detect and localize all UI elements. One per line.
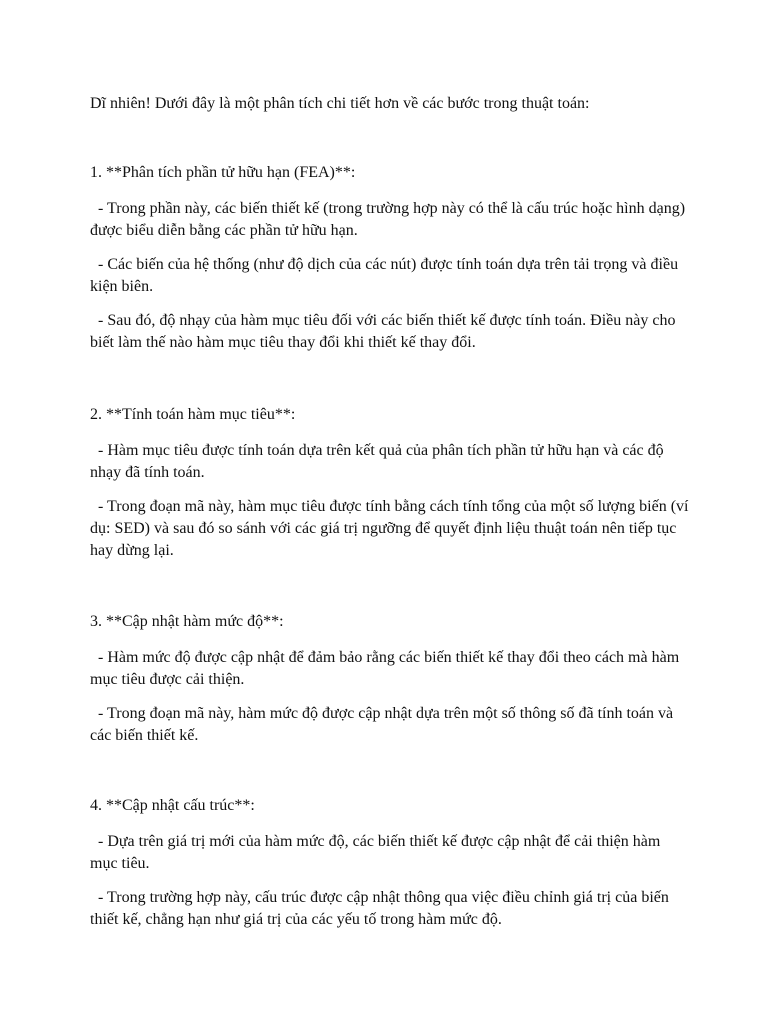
section-heading: 3. **Cập nhật hàm mức độ**: xyxy=(90,613,284,630)
section-structure-update xyxy=(90,795,690,943)
section-fea xyxy=(90,162,690,366)
section-heading: 2. **Tính toán hàm mục tiêu**: xyxy=(90,406,296,423)
bullet-item: - Trong phần này, các biến thiết kế (trong trường hợp này có thể là cấu trúc hoặc hình dạng) được biểu diễn bằng các phần tử hữu hạn. xyxy=(90,200,686,239)
bullet-item: - Hàm mức độ được cập nhật để đảm bảo rằng các biến thiết kế thay đổi theo cách mà hàm mục tiêu được cải thiện. xyxy=(90,649,680,688)
intro-paragraph: Dĩ nhiên! Dưới đây là một phân tích chi tiết hơn về các bước trong thuật toán: xyxy=(90,95,590,112)
section-heading: 1. **Phân tích phần tử hữu hạn (FEA)**: xyxy=(90,164,356,181)
section-heading: 4. **Cập nhật cấu trúc**: xyxy=(90,797,255,814)
bullet-item: - Trong đoạn mã này, hàm mức độ được cập nhật dựa trên một số thông số đã tính toán và các biến thiết kế. xyxy=(90,705,674,744)
bullet-item: - Dựa trên giá trị mới của hàm mức độ, các biến thiết kế được cập nhật để cải thiện hàm mục tiêu. xyxy=(90,833,661,872)
bullet-item: - Trong trường hợp này, cấu trúc được cập nhật thông qua việc điều chỉnh giá trị của biến thiết kế, chẳng hạn như giá trị của các yếu tố trong hàm mức độ. xyxy=(90,889,669,928)
bullet-item: - Các biến của hệ thống (như độ dịch của các nút) được tính toán dựa trên tải trọng và điều kiện biên. xyxy=(90,256,679,295)
section-level-function-update xyxy=(90,611,690,759)
bullet-item: - Hàm mục tiêu được tính toán dựa trên kết quả của phân tích phần tử hữu hạn và các độ nhạy đã tính toán. xyxy=(90,442,664,481)
bullet-item: - Sau đó, độ nhạy của hàm mục tiêu đối với các biến thiết kế được tính toán. Điều này cho biết làm thế nào hàm mục tiêu thay đổi khi thiết kế thay đổi. xyxy=(90,312,676,351)
section-objective-function xyxy=(90,404,690,574)
bullet-item: - Trong đoạn mã này, hàm mục tiêu được tính bằng cách tính tổng của một số lượng biến (ví dụ: SED) và sau đó so sánh với các giá trị ngưỡng để quyết định liệu thuật toán nên tiếp tục hay dừng lại. xyxy=(90,498,689,559)
